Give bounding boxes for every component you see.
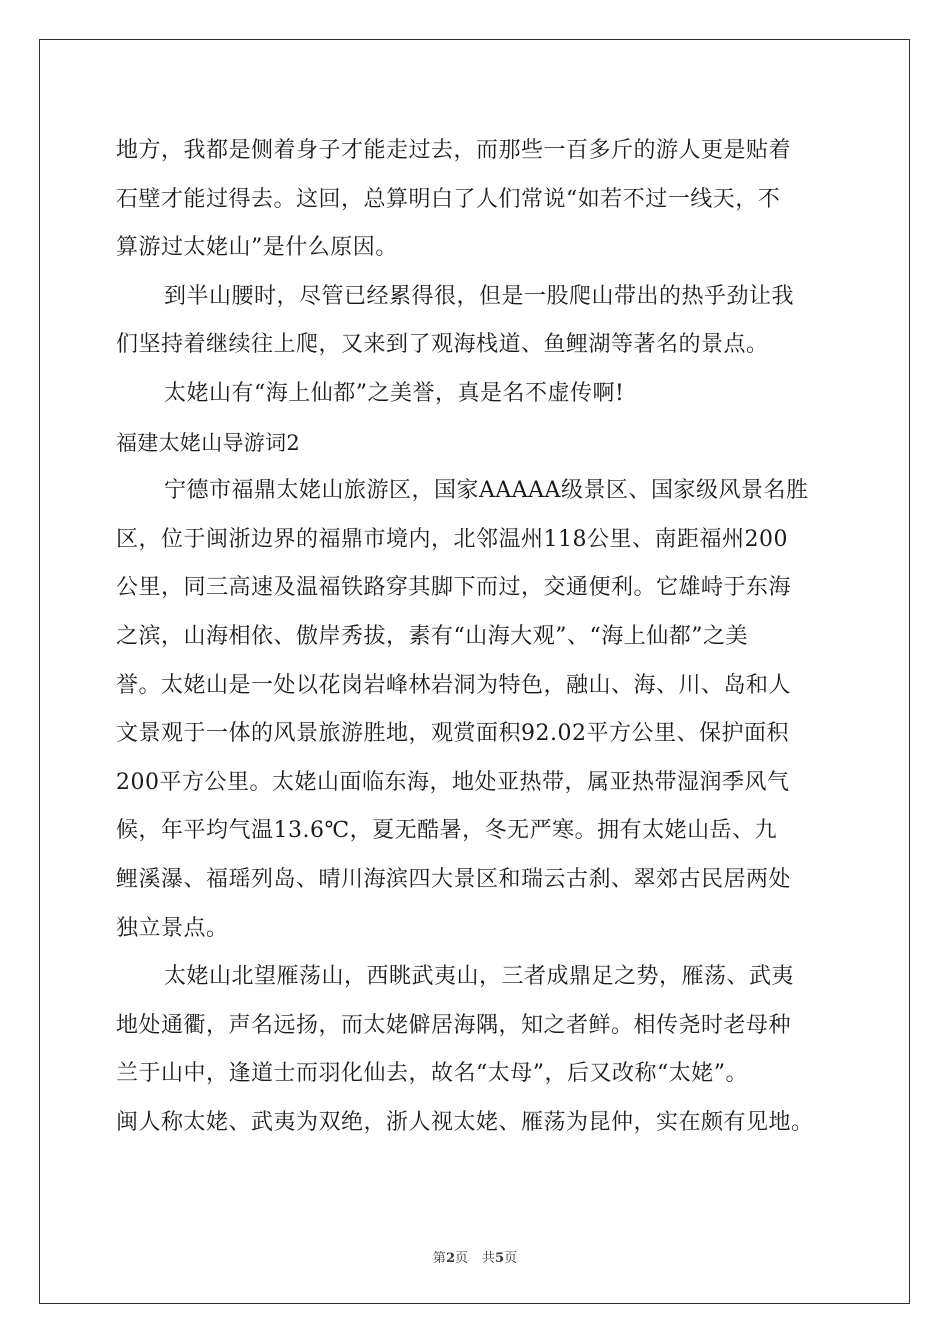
text-line: 地方，我都是侧着身子才能走过去，而那些一百多斤的游人更是贴着 [116,138,792,163]
text-line: 200平方公里。太姥山面临东海，地处亚热带，属亚热带湿润季风气 [116,769,790,795]
text-line: 闽人称太姥、武夷为双绝，浙人视太姥、雁荡为昆仲，实在颇有见地。 [116,1109,814,1135]
text-line: 公里，同三高速及温福铁路穿其脚下而过，交通便利。它雄峙于东海 [116,575,792,601]
total-pages: 5 [495,1251,505,1266]
document-body [116,127,836,1147]
text-line: 文景观于一体的风景旅游胜地，观赏面积92.02平方公里、保护面积 [116,721,789,747]
page-prefix: 第 [432,1251,446,1266]
text-line: 之滨，山海相依、傲岸秀拔，素有“山海大观”、“海上仙都”之美 [116,623,748,649]
total-suffix: 页 [504,1251,518,1266]
page-suffix: 页 [454,1251,468,1266]
text-line: 誉。太姥山是一处以花岗岩峰林岩洞为特色，融山、海、川、岛和人 [116,672,792,698]
total-prefix: 共 [482,1251,496,1266]
text-line: 候，年平均气温13.6℃，夏无酷暑，冬无严寒。拥有太姥山岳、九 [116,818,778,844]
text-line: 鲤溪瀑、福瑶列岛、晴川海滨四大景区和瑞云古刹、翠郊古民居两处 [116,866,792,892]
text-line: 兰于山中，逢道士而羽化仙去，故名“太母”，后又改称“太姥”。 [116,1061,748,1087]
text-line: 到半山腰时，尽管已经累得很，但是一股爬山带出的热乎劲让我 [164,283,795,309]
text-line: 石壁才能过得去。这回，总算明白了人们常说“如若不过一线天，不 [116,186,781,212]
text-line: 区，位于闽浙边界的福鼎市境内，北邻温州118公里、南距福州200 [116,526,788,552]
section-heading: 福建太姥山导游词2 [116,430,301,455]
text-line: 独立景点。 [116,915,229,941]
text-line: 地处通衢，声名远扬，而太姥僻居海隅，知之者鲜。相传尧时老母种 [116,1012,792,1038]
text-line: 太姥山北望雁荡山，西眺武夷山，三者成鼎足之势，雁荡、武夷 [164,964,795,990]
page-number: 2 [445,1251,455,1266]
text-line: 算游过太姥山”是什么原因。 [116,235,398,261]
page-footer [0,1247,950,1266]
text-line: 太姥山有“海上仙都”之美誉，真是名不虚传啊! [164,380,625,406]
text-line: 宁德市福鼎太姥山旅游区，国家AAAAA级景区、国家级风景名胜 [164,478,809,504]
text-line: 们坚持着继续往上爬，又来到了观海栈道、鱼鲤湖等著名的景点。 [116,332,769,358]
